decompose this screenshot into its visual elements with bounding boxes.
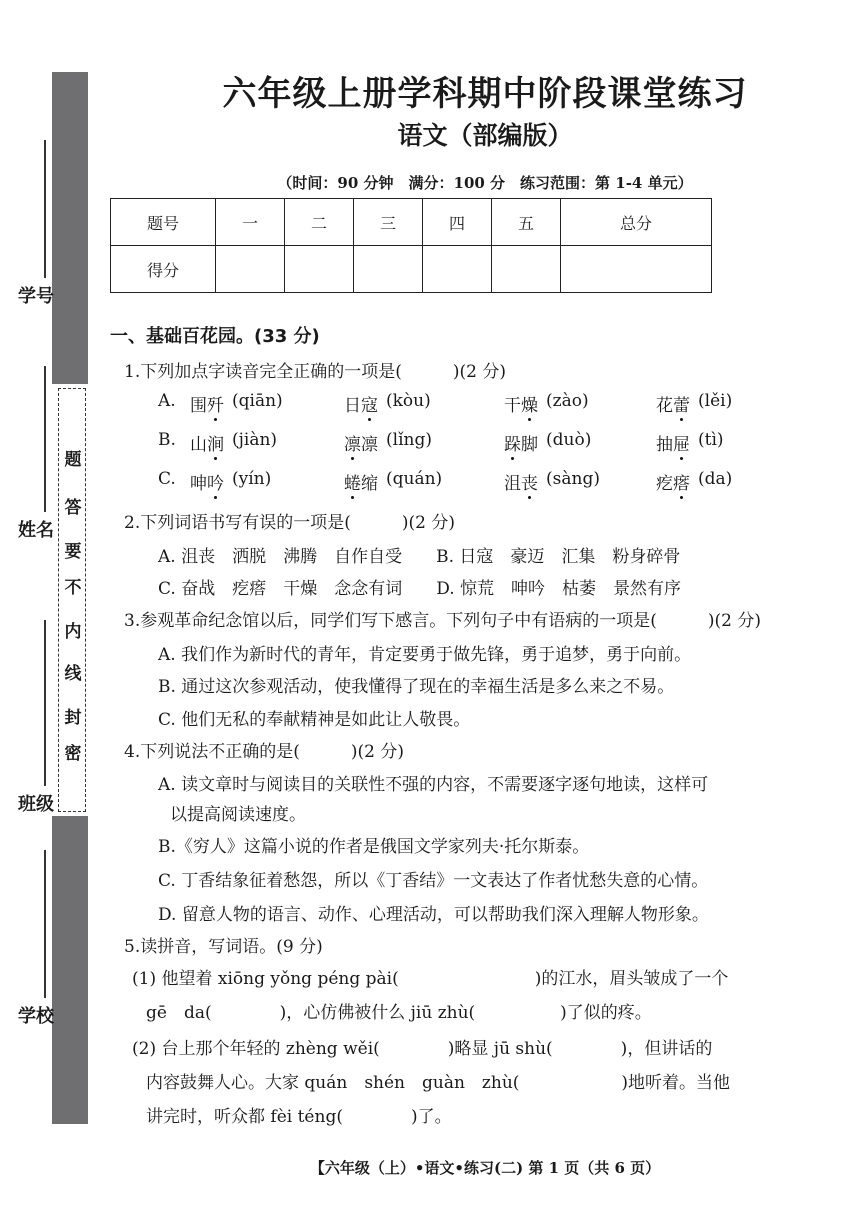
question-5-line: (2) 台上那个年轻的 zhèng wěi( )略显 jū shù( )，但讲话的: [132, 1039, 713, 1059]
option-word: 蜷缩: [344, 474, 378, 494]
score-table-col-total: 总分: [561, 199, 712, 246]
question-4-option: D. 留意人物的语言、动作、心理活动，可以帮助我们深入理解人物形象。: [158, 905, 709, 925]
seal-word: 答: [64, 498, 82, 518]
question-3-stem: 3.参观革命纪念馆以后，同学们写下感言。下列句子中有语病的一项是( )(2 分): [124, 611, 761, 631]
score-table-col: 五: [492, 199, 561, 246]
option-pinyin: (kòu): [386, 391, 431, 411]
question-4-option: B.《穷人》这篇小说的作者是俄国文学家列夫·托尔斯泰。: [158, 837, 590, 857]
score-cell[interactable]: [492, 246, 561, 293]
option-word: 干燥: [504, 396, 538, 416]
option-word: 花蕾: [656, 396, 690, 416]
page-footer: 【六年级（上）•语文•练习(二) 第 1 页（共 6 页）: [309, 1159, 661, 1177]
page-title: 六年级上册学科期中阶段课堂练习: [222, 74, 748, 114]
question-4-stem: 4.下列说法不正确的是( )(2 分): [124, 742, 404, 762]
seal-word: 封: [64, 708, 82, 728]
option-pinyin: (duò): [546, 430, 592, 450]
option-word: 呻吟: [190, 474, 224, 494]
class-label: 班级: [18, 794, 54, 815]
seal-word: 题: [64, 450, 82, 470]
option-word: 疙瘩: [656, 474, 690, 494]
score-table-col: 一: [216, 199, 285, 246]
option-pinyin: (quán): [386, 469, 443, 489]
option-letter: A.: [158, 391, 176, 411]
option-word: 抽屉: [656, 435, 690, 455]
seal-word: 内: [64, 622, 82, 642]
option-pinyin: (sàng): [546, 469, 600, 489]
section-heading: 一、基础百花园。(33 分): [110, 326, 320, 347]
option-word: 山涧: [190, 435, 224, 455]
seal-word: 线: [64, 664, 82, 684]
score-cell[interactable]: [354, 246, 423, 293]
option-pinyin: (da): [698, 469, 733, 489]
student-id-label: 学号: [18, 286, 54, 307]
option-letter: C.: [158, 469, 176, 489]
exam-info: （时间：90 分钟 满分：100 分 练习范围：第 1-4 单元）: [277, 174, 693, 192]
student-id-line: [44, 140, 46, 278]
option-word: 跺脚: [504, 435, 538, 455]
score-table-row-label: 得分: [111, 246, 216, 293]
option-pinyin: (yín): [232, 469, 272, 489]
option-letter: B.: [158, 430, 176, 450]
question-3-option: C. 他们无私的奉献精神是如此让人敬畏。: [158, 710, 471, 730]
question-4-option-continued: 以提高阅读速度。: [170, 805, 306, 825]
option-pinyin: (lěi): [698, 391, 733, 411]
question-5-line: 讲完时，听众都 fèi téng( )了。: [146, 1107, 452, 1127]
score-table-header-label: 题号: [111, 199, 216, 246]
question-5-stem: 5.读拼音，写词语。(9 分): [124, 937, 323, 957]
seal-word: 密: [64, 744, 82, 764]
option-word: 沮丧: [504, 474, 538, 494]
question-2-options-row: C. 奋战 疙瘩 干燥 念念有词 D. 惊荒 呻吟 枯萎 景然有序: [158, 579, 682, 599]
binding-bar-bottom: [52, 816, 88, 1124]
option-pinyin: (jiàn): [232, 430, 278, 450]
seal-word: 不: [64, 578, 82, 598]
option-pinyin: (tì): [698, 430, 724, 450]
option-word: 日寇: [344, 396, 378, 416]
seal-word: 要: [64, 542, 82, 562]
option-pinyin: (lǐng): [386, 430, 432, 450]
school-label: 学校: [18, 1006, 54, 1027]
binding-bar-top: [52, 72, 88, 384]
name-label: 姓名: [18, 520, 54, 541]
question-5-line: gē da( )，心仿佛被什么 jiū zhù( )了似的疼。: [146, 1003, 652, 1023]
seal-line-box: [58, 388, 86, 812]
class-line: [44, 620, 46, 786]
score-cell[interactable]: [423, 246, 492, 293]
name-line: [44, 366, 46, 512]
score-table: [110, 198, 712, 293]
score-table-col: 四: [423, 199, 492, 246]
score-cell[interactable]: [285, 246, 354, 293]
question-5-line: (1) 他望着 xiōng yǒng péng pài( )的江水，眉头皱成了一个: [132, 969, 729, 989]
question-4-option: C. 丁香结象征着愁怨，所以《丁香结》一文表达了作者忧愁失意的心情。: [158, 871, 709, 891]
page-subtitle: 语文（部编版）: [397, 121, 573, 150]
option-pinyin: (qiān): [232, 391, 283, 411]
question-3-option: B. 通过这次参观活动，使我懂得了现在的幸福生活是多么来之不易。: [158, 677, 675, 697]
question-3-option: A. 我们作为新时代的青年，肯定要勇于做先锋，勇于追梦，勇于向前。: [158, 645, 692, 665]
score-table-col: 三: [354, 199, 423, 246]
option-pinyin: (zào): [546, 391, 589, 411]
school-line: [44, 850, 46, 998]
score-cell[interactable]: [216, 246, 285, 293]
question-1-stem: 1.下列加点字读音完全正确的一项是( )(2 分): [124, 362, 506, 382]
question-5-line: 内容鼓舞人心。大家 quán shén guàn zhù( )地听着。当他: [146, 1073, 731, 1093]
question-4-option: A. 读文章时与阅读目的关联性不强的内容，不需要逐字逐句地读，这样可: [158, 775, 709, 795]
score-cell-total[interactable]: [561, 246, 712, 293]
option-word: 围歼: [190, 396, 224, 416]
question-2-options-row: A. 沮丧 洒脱 沸腾 自作自受 B. 日寇 豪迈 汇集 粉身碎骨: [158, 547, 681, 567]
option-word: 凛凛: [344, 435, 378, 455]
question-2-stem: 2.下列词语书写有误的一项是( )(2 分): [124, 513, 455, 533]
score-table-col: 二: [285, 199, 354, 246]
